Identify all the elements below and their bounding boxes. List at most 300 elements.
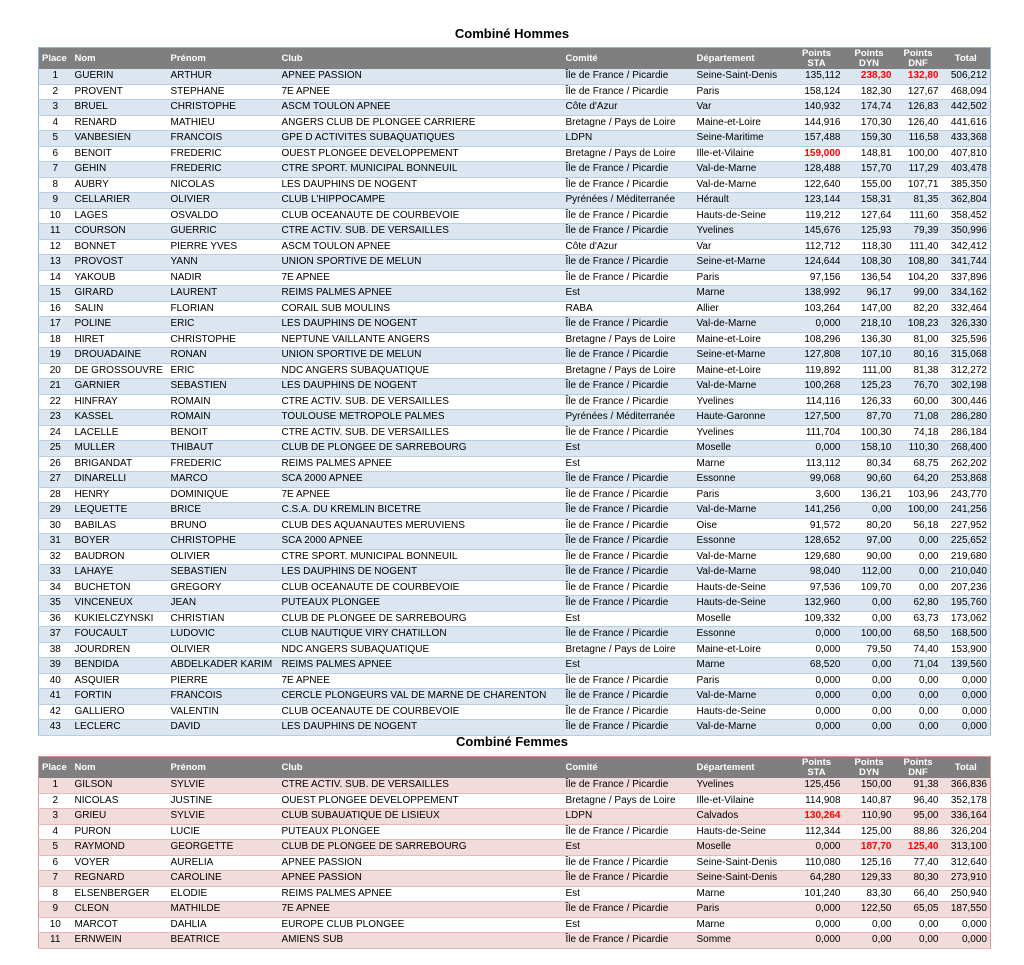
cell-comite: Île de France / Picardie xyxy=(563,270,694,286)
cell-comite: Est xyxy=(563,611,694,627)
cell-points-dnf: 68,75 xyxy=(895,456,942,472)
cell-nom: CELLARIER xyxy=(72,193,168,209)
cell-departement: Maine-et-Loire xyxy=(694,642,790,658)
cell-nom: LECLERC xyxy=(72,720,168,736)
cell-place: 34 xyxy=(39,580,72,596)
cell-nom: GALLIERO xyxy=(72,704,168,720)
cell-comite: Est xyxy=(563,441,694,457)
cell-total: 332,464 xyxy=(942,301,991,317)
cell-prenom: LUDOVIC xyxy=(168,627,279,643)
cell-points-dnf: 76,70 xyxy=(895,379,942,395)
men-section-title: Combiné Hommes xyxy=(454,26,570,41)
cell-nom: LAHAYE xyxy=(72,565,168,581)
cell-points-sta: 113,112 xyxy=(790,456,844,472)
cell-departement: Essonne xyxy=(694,627,790,643)
cell-points-dyn: 170,30 xyxy=(844,115,895,131)
cell-points-dyn: 0,00 xyxy=(844,658,895,674)
cell-points-dyn: 218,10 xyxy=(844,317,895,333)
cell-prenom: FLORIAN xyxy=(168,301,279,317)
cell-departement: Hauts-de-Seine xyxy=(694,580,790,596)
cell-club: CLUB OCEANAUTE DE COURBEVOIE xyxy=(279,208,563,224)
cell-prenom: SYLVIE xyxy=(168,809,279,825)
cell-points-sta: 98,040 xyxy=(790,565,844,581)
cell-place: 23 xyxy=(39,410,72,426)
cell-total: 168,500 xyxy=(942,627,991,643)
cell-comite: Île de France / Picardie xyxy=(563,503,694,519)
table-row xyxy=(39,902,991,918)
cell-points-dyn: 0,00 xyxy=(844,704,895,720)
cell-club: LES DAUPHINS DE NOGENT xyxy=(279,317,563,333)
cell-place: 40 xyxy=(39,673,72,689)
cell-points-dnf: 108,80 xyxy=(895,255,942,271)
cell-nom: DINARELLI xyxy=(72,472,168,488)
table-row xyxy=(39,441,991,457)
cell-prenom: BRICE xyxy=(168,503,279,519)
cell-place: 6 xyxy=(39,855,72,871)
cell-total: 243,770 xyxy=(942,487,991,503)
cell-total: 241,256 xyxy=(942,503,991,519)
cell-points-dyn: 125,23 xyxy=(844,379,895,395)
cell-points-dnf: 126,83 xyxy=(895,100,942,116)
cell-points-dyn: 136,21 xyxy=(844,487,895,503)
cell-points-sta: 119,892 xyxy=(790,363,844,379)
table-row xyxy=(39,917,991,933)
cell-points-sta: 64,280 xyxy=(790,871,844,887)
cell-place: 15 xyxy=(39,286,72,302)
cell-club: APNEE PASSION xyxy=(279,855,563,871)
header-place: Place xyxy=(39,757,72,779)
cell-club: CLUB OCEANAUTE DE COURBEVOIE xyxy=(279,580,563,596)
cell-comite: Île de France / Picardie xyxy=(563,627,694,643)
cell-comite: Bretagne / Pays de Loire xyxy=(563,332,694,348)
cell-departement: Haute-Garonne xyxy=(694,410,790,426)
cell-points-dnf: 0,00 xyxy=(895,917,942,933)
cell-comite: Est xyxy=(563,456,694,472)
table-row xyxy=(39,627,991,643)
cell-place: 8 xyxy=(39,886,72,902)
table-row xyxy=(39,840,991,856)
cell-points-sta: 129,680 xyxy=(790,549,844,565)
cell-departement: Paris xyxy=(694,270,790,286)
cell-place: 20 xyxy=(39,363,72,379)
cell-comite: Île de France / Picardie xyxy=(563,824,694,840)
cell-prenom: CAROLINE xyxy=(168,871,279,887)
cell-club: CTRE SPORT. MUNICIPAL BONNEUIL xyxy=(279,162,563,178)
cell-place: 3 xyxy=(39,809,72,825)
cell-prenom: CHRISTIAN xyxy=(168,611,279,627)
table-row xyxy=(39,332,991,348)
cell-departement: Val-de-Marne xyxy=(694,177,790,193)
cell-nom: RAYMOND xyxy=(72,840,168,856)
cell-club: CTRE SPORT. MUNICIPAL BONNEUIL xyxy=(279,549,563,565)
cell-prenom: JUSTINE xyxy=(168,793,279,809)
cell-nom: LAGES xyxy=(72,208,168,224)
cell-nom: ASQUIER xyxy=(72,673,168,689)
cell-points-dnf: 0,00 xyxy=(895,704,942,720)
cell-points-dyn: 100,30 xyxy=(844,425,895,441)
table-row xyxy=(39,410,991,426)
cell-points-sta: 0,000 xyxy=(790,317,844,333)
cell-place: 1 xyxy=(39,69,72,84)
cell-points-sta: 159,000 xyxy=(790,146,844,162)
header-departement: Département xyxy=(694,757,790,779)
cell-points-sta: 123,144 xyxy=(790,193,844,209)
cell-nom: ERNWEIN xyxy=(72,933,168,949)
cell-points-dyn: 126,33 xyxy=(844,394,895,410)
cell-nom: PROVENT xyxy=(72,84,168,100)
cell-club: OUEST PLONGEE DEVELOPPEMENT xyxy=(279,793,563,809)
cell-nom: PROVOST xyxy=(72,255,168,271)
cell-nom: YAKOUB xyxy=(72,270,168,286)
cell-points-dyn: 136,54 xyxy=(844,270,895,286)
cell-points-sta: 0,000 xyxy=(790,933,844,949)
table-row xyxy=(39,394,991,410)
cell-prenom: SYLVIE xyxy=(168,778,279,793)
cell-departement: Marne xyxy=(694,658,790,674)
cell-club: CLUB DE PLONGEE DE SARREBOURG xyxy=(279,840,563,856)
cell-place: 4 xyxy=(39,824,72,840)
cell-place: 36 xyxy=(39,611,72,627)
cell-points-dnf: 79,39 xyxy=(895,224,942,240)
cell-departement: Val-de-Marne xyxy=(694,317,790,333)
cell-nom: FOUCAULT xyxy=(72,627,168,643)
cell-club: REIMS PALMES APNEE xyxy=(279,286,563,302)
cell-points-sta: 0,000 xyxy=(790,627,844,643)
cell-points-sta: 111,704 xyxy=(790,425,844,441)
cell-prenom: SEBASTIEN xyxy=(168,379,279,395)
cell-points-dnf: 0,00 xyxy=(895,549,942,565)
cell-points-sta: 0,000 xyxy=(790,840,844,856)
cell-points-dyn: 0,00 xyxy=(844,917,895,933)
cell-comite: Bretagne / Pays de Loire xyxy=(563,793,694,809)
cell-points-sta: 109,332 xyxy=(790,611,844,627)
table-row xyxy=(39,177,991,193)
table-row xyxy=(39,534,991,550)
cell-place: 30 xyxy=(39,518,72,534)
cell-place: 17 xyxy=(39,317,72,333)
cell-departement: Val-de-Marne xyxy=(694,162,790,178)
cell-comite: Île de France / Picardie xyxy=(563,933,694,949)
cell-departement: Maine-et-Loire xyxy=(694,115,790,131)
cell-points-dnf: 71,08 xyxy=(895,410,942,426)
cell-prenom: FRANCOIS xyxy=(168,131,279,147)
cell-points-dyn: 125,93 xyxy=(844,224,895,240)
cell-total: 286,280 xyxy=(942,410,991,426)
cell-club: ASCM TOULON APNEE xyxy=(279,100,563,116)
cell-departement: Somme xyxy=(694,933,790,949)
cell-prenom: GREGORY xyxy=(168,580,279,596)
table-row xyxy=(39,270,991,286)
cell-club: REIMS PALMES APNEE xyxy=(279,658,563,674)
cell-total: 506,212 xyxy=(942,69,991,84)
cell-points-sta: 144,916 xyxy=(790,115,844,131)
cell-departement: Ille-et-Vilaine xyxy=(694,146,790,162)
table-row xyxy=(39,208,991,224)
table-row xyxy=(39,704,991,720)
table-row xyxy=(39,518,991,534)
cell-points-dyn: 90,60 xyxy=(844,472,895,488)
cell-points-dyn: 148,81 xyxy=(844,146,895,162)
cell-points-dyn: 0,00 xyxy=(844,673,895,689)
cell-comite: Est xyxy=(563,886,694,902)
cell-points-sta: 127,500 xyxy=(790,410,844,426)
cell-place: 7 xyxy=(39,871,72,887)
cell-place: 6 xyxy=(39,146,72,162)
men-results-table xyxy=(38,47,991,736)
cell-points-sta: 97,156 xyxy=(790,270,844,286)
cell-total: 326,330 xyxy=(942,317,991,333)
cell-total: 225,652 xyxy=(942,534,991,550)
table-row xyxy=(39,115,991,131)
cell-nom: KASSEL xyxy=(72,410,168,426)
cell-departement: Moselle xyxy=(694,441,790,457)
header-points-sta: Points STA xyxy=(790,48,844,70)
cell-prenom: OLIVIER xyxy=(168,193,279,209)
cell-points-sta: 145,676 xyxy=(790,224,844,240)
table-row xyxy=(39,146,991,162)
cell-total: 250,940 xyxy=(942,886,991,902)
cell-total: 173,062 xyxy=(942,611,991,627)
cell-points-dyn: 158,31 xyxy=(844,193,895,209)
cell-points-dyn: 111,00 xyxy=(844,363,895,379)
cell-club: CTRE ACTIV. SUB. DE VERSAILLES xyxy=(279,394,563,410)
cell-total: 286,184 xyxy=(942,425,991,441)
cell-points-dnf: 103,96 xyxy=(895,487,942,503)
cell-departement: Yvelines xyxy=(694,224,790,240)
cell-place: 12 xyxy=(39,239,72,255)
cell-prenom: DOMINIQUE xyxy=(168,487,279,503)
cell-prenom: FREDERIC xyxy=(168,162,279,178)
cell-prenom: NADIR xyxy=(168,270,279,286)
table-row xyxy=(39,162,991,178)
cell-prenom: ERIC xyxy=(168,317,279,333)
cell-departement: Paris xyxy=(694,673,790,689)
cell-place: 43 xyxy=(39,720,72,736)
cell-points-dnf: 0,00 xyxy=(895,933,942,949)
cell-prenom: THIBAUT xyxy=(168,441,279,457)
cell-total: 0,000 xyxy=(942,720,991,736)
cell-prenom: SEBASTIEN xyxy=(168,565,279,581)
cell-place: 11 xyxy=(39,224,72,240)
cell-total: 139,560 xyxy=(942,658,991,674)
cell-points-dyn: 0,00 xyxy=(844,689,895,705)
cell-prenom: JEAN xyxy=(168,596,279,612)
cell-departement: Moselle xyxy=(694,840,790,856)
cell-comite: Île de France / Picardie xyxy=(563,855,694,871)
cell-total: 207,236 xyxy=(942,580,991,596)
cell-departement: Yvelines xyxy=(694,778,790,793)
cell-points-dnf: 108,23 xyxy=(895,317,942,333)
cell-points-dnf: 110,30 xyxy=(895,441,942,457)
cell-points-sta: 112,712 xyxy=(790,239,844,255)
cell-points-dnf: 126,40 xyxy=(895,115,942,131)
cell-total: 0,000 xyxy=(942,673,991,689)
cell-total: 441,616 xyxy=(942,115,991,131)
cell-nom: HINFRAY xyxy=(72,394,168,410)
cell-prenom: GUERRIC xyxy=(168,224,279,240)
cell-comite: Île de France / Picardie xyxy=(563,84,694,100)
cell-points-dyn: 147,00 xyxy=(844,301,895,317)
cell-club: LES DAUPHINS DE NOGENT xyxy=(279,565,563,581)
cell-total: 273,910 xyxy=(942,871,991,887)
cell-place: 32 xyxy=(39,549,72,565)
cell-comite: Bretagne / Pays de Loire xyxy=(563,642,694,658)
cell-total: 407,810 xyxy=(942,146,991,162)
cell-nom: CLEON xyxy=(72,902,168,918)
cell-club: SCA 2000 APNEE xyxy=(279,534,563,550)
cell-place: 8 xyxy=(39,177,72,193)
cell-nom: GARNIER xyxy=(72,379,168,395)
cell-club: CLUB DE PLONGEE DE SARREBOURG xyxy=(279,611,563,627)
cell-prenom: ARTHUR xyxy=(168,69,279,84)
cell-total: 210,040 xyxy=(942,565,991,581)
cell-comite: Pyrénées / Méditerranée xyxy=(563,410,694,426)
cell-points-sta: 0,000 xyxy=(790,689,844,705)
cell-comite: LDPN xyxy=(563,131,694,147)
cell-points-sta: 97,536 xyxy=(790,580,844,596)
cell-comite: Île de France / Picardie xyxy=(563,425,694,441)
cell-points-dyn: 155,00 xyxy=(844,177,895,193)
cell-prenom: CHRISTOPHE xyxy=(168,332,279,348)
cell-points-dnf: 104,20 xyxy=(895,270,942,286)
cell-nom: PURON xyxy=(72,824,168,840)
cell-total: 342,412 xyxy=(942,239,991,255)
header-nom: Nom xyxy=(72,48,168,70)
cell-points-dnf: 65,05 xyxy=(895,902,942,918)
cell-departement: Paris xyxy=(694,84,790,100)
cell-prenom: MARCO xyxy=(168,472,279,488)
cell-total: 0,000 xyxy=(942,933,991,949)
table-row xyxy=(39,472,991,488)
cell-total: 227,952 xyxy=(942,518,991,534)
table-row xyxy=(39,886,991,902)
cell-club: 7E APNEE xyxy=(279,673,563,689)
cell-club: C.S.A. DU KREMLIN BICETRE xyxy=(279,503,563,519)
cell-prenom: CHRISTOPHE xyxy=(168,100,279,116)
cell-comite: Est xyxy=(563,658,694,674)
table-row xyxy=(39,580,991,596)
cell-points-sta: 0,000 xyxy=(790,704,844,720)
header-points-dnf: Points DNF xyxy=(895,757,942,779)
cell-points-dyn: 0,00 xyxy=(844,503,895,519)
cell-prenom: ERIC xyxy=(168,363,279,379)
cell-comite: Île de France / Picardie xyxy=(563,348,694,364)
cell-points-sta: 91,572 xyxy=(790,518,844,534)
cell-departement: Oise xyxy=(694,518,790,534)
cell-comite: Île de France / Picardie xyxy=(563,379,694,395)
cell-nom: HIRET xyxy=(72,332,168,348)
cell-nom: NICOLAS xyxy=(72,793,168,809)
cell-points-dnf: 127,67 xyxy=(895,84,942,100)
table-row xyxy=(39,193,991,209)
cell-total: 362,804 xyxy=(942,193,991,209)
cell-prenom: RONAN xyxy=(168,348,279,364)
cell-points-dnf: 66,40 xyxy=(895,886,942,902)
cell-comite: LDPN xyxy=(563,809,694,825)
cell-comite: Île de France / Picardie xyxy=(563,902,694,918)
cell-departement: Essonne xyxy=(694,472,790,488)
cell-total: 350,996 xyxy=(942,224,991,240)
cell-points-dyn: 96,17 xyxy=(844,286,895,302)
cell-points-sta: 138,992 xyxy=(790,286,844,302)
cell-club: PUTEAUX PLONGEE xyxy=(279,824,563,840)
cell-club: 7E APNEE xyxy=(279,270,563,286)
cell-comite: Île de France / Picardie xyxy=(563,565,694,581)
cell-total: 300,446 xyxy=(942,394,991,410)
cell-place: 41 xyxy=(39,689,72,705)
table-row xyxy=(39,855,991,871)
table-row xyxy=(39,658,991,674)
table-row xyxy=(39,503,991,519)
cell-points-dnf: 96,40 xyxy=(895,793,942,809)
cell-points-dyn: 127,64 xyxy=(844,208,895,224)
cell-comite: Île de France / Picardie xyxy=(563,534,694,550)
table-row xyxy=(39,720,991,736)
cell-nom: DROUADAINE xyxy=(72,348,168,364)
cell-total: 219,680 xyxy=(942,549,991,565)
cell-comite: Île de France / Picardie xyxy=(563,689,694,705)
cell-points-sta: 112,344 xyxy=(790,824,844,840)
cell-points-sta: 103,264 xyxy=(790,301,844,317)
table-row xyxy=(39,131,991,147)
cell-points-sta: 100,268 xyxy=(790,379,844,395)
cell-club: GPE D ACTIVITES SUBAQUATIQUES xyxy=(279,131,563,147)
cell-points-dyn: 79,50 xyxy=(844,642,895,658)
cell-nom: VANBESIEN xyxy=(72,131,168,147)
cell-total: 195,760 xyxy=(942,596,991,612)
cell-points-dnf: 117,29 xyxy=(895,162,942,178)
table-row xyxy=(39,549,991,565)
cell-points-dyn: 100,00 xyxy=(844,627,895,643)
cell-prenom: PIERRE xyxy=(168,673,279,689)
cell-place: 5 xyxy=(39,131,72,147)
cell-club: APNEE PASSION xyxy=(279,871,563,887)
cell-club: NDC ANGERS SUBAQUATIQUE xyxy=(279,363,563,379)
cell-club: APNEE PASSION xyxy=(279,69,563,84)
cell-club: CERCLE PLONGEURS VAL DE MARNE DE CHARENTON xyxy=(279,689,563,705)
cell-club: LES DAUPHINS DE NOGENT xyxy=(279,720,563,736)
cell-points-dyn: 0,00 xyxy=(844,596,895,612)
header-departement: Département xyxy=(694,48,790,70)
cell-place: 31 xyxy=(39,534,72,550)
table-row xyxy=(39,689,991,705)
cell-nom: ELSENBERGER xyxy=(72,886,168,902)
cell-prenom: NICOLAS xyxy=(168,177,279,193)
cell-departement: Val-de-Marne xyxy=(694,549,790,565)
cell-total: 336,164 xyxy=(942,809,991,825)
cell-points-dnf: 0,00 xyxy=(895,534,942,550)
cell-prenom: ROMAIN xyxy=(168,410,279,426)
cell-total: 153,900 xyxy=(942,642,991,658)
cell-points-dyn: 174,74 xyxy=(844,100,895,116)
cell-comite: Côte d'Azur xyxy=(563,239,694,255)
cell-points-sta: 114,908 xyxy=(790,793,844,809)
cell-club: CORAIL SUB MOULINS xyxy=(279,301,563,317)
cell-club: 7E APNEE xyxy=(279,487,563,503)
cell-points-sta: 110,080 xyxy=(790,855,844,871)
cell-points-dnf: 107,71 xyxy=(895,177,942,193)
cell-comite: Île de France / Picardie xyxy=(563,871,694,887)
women-header-row xyxy=(39,757,991,779)
cell-comite: Île de France / Picardie xyxy=(563,518,694,534)
cell-comite: Île de France / Picardie xyxy=(563,596,694,612)
cell-points-dnf: 63,73 xyxy=(895,611,942,627)
cell-points-sta: 0,000 xyxy=(790,673,844,689)
cell-departement: Ille-et-Vilaine xyxy=(694,793,790,809)
cell-departement: Hauts-de-Seine xyxy=(694,596,790,612)
cell-club: CLUB SUBAUATIQUE DE LISIEUX xyxy=(279,809,563,825)
cell-points-dnf: 0,00 xyxy=(895,580,942,596)
